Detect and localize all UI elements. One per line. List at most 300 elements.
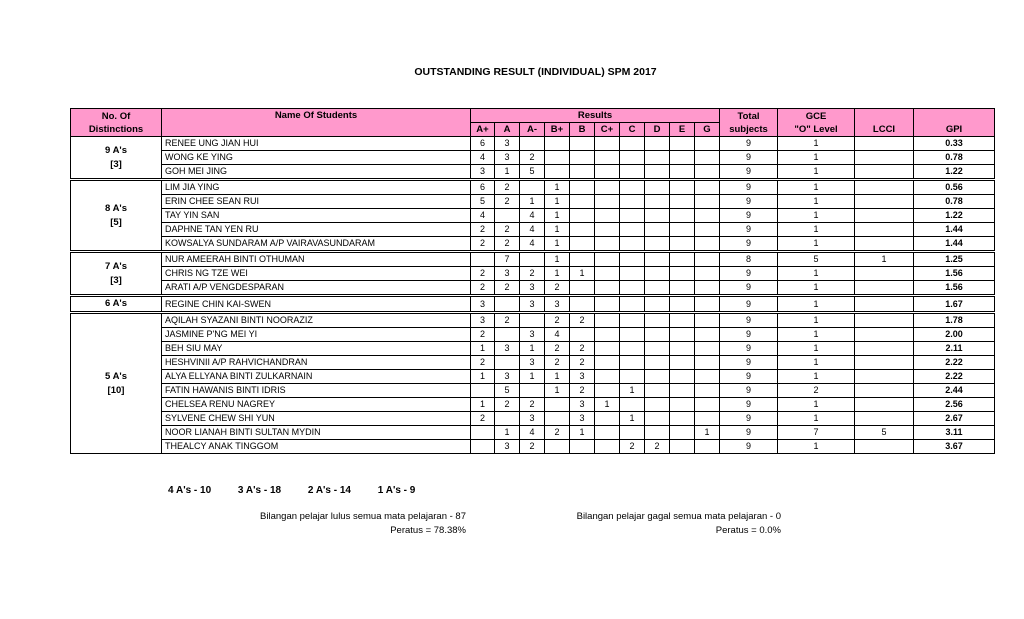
gpi: 1.56: [914, 267, 995, 281]
lcci: [855, 384, 914, 398]
grade-cell: 2: [495, 281, 520, 296]
gce-o-level: 1: [778, 267, 855, 281]
grade-cell: [620, 328, 645, 342]
grade-cell: 2: [570, 384, 595, 398]
grade-cell: 2: [495, 237, 520, 252]
grade-cell: [670, 137, 695, 151]
grade-cell: 2: [471, 328, 495, 342]
grade-header: B+: [545, 123, 570, 137]
grade-cell: 4: [545, 328, 570, 342]
grade-cell: 5: [471, 195, 495, 209]
grade-cell: 3: [495, 342, 520, 356]
total-subjects: 9: [720, 356, 778, 370]
table-row: [71, 370, 995, 384]
header-distinctions: No. Of Distinctions: [71, 109, 162, 137]
table-row: [71, 296, 995, 313]
grade-cell: 2: [495, 223, 520, 237]
total-subjects: 9: [720, 237, 778, 252]
gpi: 2.11: [914, 342, 995, 356]
grade-cell: 1: [545, 195, 570, 209]
grade-cell: [620, 313, 645, 328]
total-subjects: 9: [720, 223, 778, 237]
grade-cell: 3: [471, 165, 495, 180]
gpi: 1.56: [914, 281, 995, 296]
gpi: 2.22: [914, 370, 995, 384]
grade-cell: [670, 296, 695, 313]
grade-cell: 1: [545, 237, 570, 252]
grade-cell: 3: [545, 296, 570, 313]
grade-cell: [595, 237, 620, 252]
grade-cell: 4: [471, 209, 495, 223]
total-subjects: 9: [720, 180, 778, 195]
grade-cell: [695, 209, 720, 223]
total-subjects: 9: [720, 195, 778, 209]
grade-cell: 1: [471, 342, 495, 356]
lcci: [855, 313, 914, 328]
student-name: RENEE UNG JIAN HUI: [162, 137, 471, 151]
gce-o-level: 1: [778, 165, 855, 180]
grade-cell: 2: [471, 267, 495, 281]
grade-cell: [595, 151, 620, 165]
gpi: 0.78: [914, 195, 995, 209]
grade-cell: 3: [495, 370, 520, 384]
grade-cell: 2: [520, 151, 545, 165]
grade-cell: 3: [520, 328, 545, 342]
grade-cell: [645, 426, 670, 440]
grade-cell: 2: [495, 195, 520, 209]
grade-cell: [670, 267, 695, 281]
distinction-group: [71, 296, 162, 313]
grade-cell: [620, 267, 645, 281]
grade-cell: [545, 440, 570, 454]
grade-cell: [670, 165, 695, 180]
grade-cell: 1: [570, 267, 595, 281]
grade-cell: 1: [545, 252, 570, 267]
table-row: [71, 328, 995, 342]
grade-cell: 3: [495, 267, 520, 281]
table-row: [71, 356, 995, 370]
total-subjects: 9: [720, 209, 778, 223]
grade-cell: 2: [471, 412, 495, 426]
grade-cell: [695, 342, 720, 356]
grade-cell: [645, 195, 670, 209]
student-name: AQILAH SYAZANI BINTI NOORAZIZ: [162, 313, 471, 328]
fail-stats: [515, 510, 781, 538]
student-name: TAY YIN SAN: [162, 209, 471, 223]
gpi: 1.22: [914, 209, 995, 223]
grade-cell: [645, 356, 670, 370]
grade-header: A: [495, 123, 520, 137]
grade-cell: 1: [620, 412, 645, 426]
total-subjects: 9: [720, 370, 778, 384]
gce-o-level: 1: [778, 342, 855, 356]
grade-cell: [645, 165, 670, 180]
grade-cell: 2: [495, 398, 520, 412]
grade-cell: [570, 209, 595, 223]
student-name: BEH SIU MAY: [162, 342, 471, 356]
lcci: [855, 398, 914, 412]
grade-cell: [520, 180, 545, 195]
grade-cell: 4: [520, 426, 545, 440]
gce-o-level: 1: [778, 356, 855, 370]
grade-cell: [670, 384, 695, 398]
table-row: [71, 342, 995, 356]
student-name: CHELSEA RENU NAGREY: [162, 398, 471, 412]
grade-cell: [670, 237, 695, 252]
grade-cell: 1: [471, 398, 495, 412]
grade-cell: [595, 426, 620, 440]
total-subjects: 9: [720, 398, 778, 412]
grade-header: B: [570, 123, 595, 137]
table-row: [71, 165, 995, 180]
grade-header: C: [620, 123, 645, 137]
header-results: Results: [471, 109, 720, 123]
lcci: [855, 267, 914, 281]
summary-1a: 1 A's - 9: [377, 485, 416, 496]
grade-cell: [570, 223, 595, 237]
grade-cell: [595, 137, 620, 151]
gpi: 0.78: [914, 151, 995, 165]
grade-cell: 2: [545, 426, 570, 440]
summary-2a: 2 A's - 14: [307, 485, 351, 496]
grade-cell: [570, 151, 595, 165]
total-subjects: 9: [720, 412, 778, 426]
grade-cell: [471, 426, 495, 440]
gpi: 1.78: [914, 313, 995, 328]
grade-cell: [695, 165, 720, 180]
group-label: 6 A's: [105, 298, 127, 309]
header-total: Total subjects: [720, 109, 778, 137]
group-label: 5 A's: [105, 370, 127, 382]
total-subjects: 9: [720, 328, 778, 342]
summary-4a: 4 A's - 10: [168, 485, 212, 496]
grade-cell: [495, 209, 520, 223]
grade-cell: [670, 342, 695, 356]
table-row: [71, 195, 995, 209]
grade-cell: 3: [471, 313, 495, 328]
total-subjects: 9: [720, 384, 778, 398]
grade-cell: [645, 384, 670, 398]
grade-header: D: [645, 123, 670, 137]
distinction-group: [71, 180, 162, 252]
grade-cell: [695, 252, 720, 267]
lcci: [855, 237, 914, 252]
lcci: [855, 328, 914, 342]
table-row: [71, 412, 995, 426]
grade-cell: [520, 313, 545, 328]
grade-cell: [570, 237, 595, 252]
table-row: [71, 137, 995, 151]
page-title: OUTSTANDING RESULT (INDIVIDUAL) SPM 2017: [414, 66, 657, 78]
grade-cell: 5: [520, 165, 545, 180]
grade-cell: [570, 440, 595, 454]
grade-cell: [645, 267, 670, 281]
grade-cell: [670, 180, 695, 195]
grade-cell: [645, 342, 670, 356]
grade-cell: 1: [570, 426, 595, 440]
gce-o-level: 1: [778, 137, 855, 151]
grade-cell: [645, 209, 670, 223]
lcci: [855, 342, 914, 356]
grade-cell: [670, 252, 695, 267]
table-row: [71, 313, 995, 328]
grade-cell: [595, 356, 620, 370]
grade-cell: [570, 328, 595, 342]
grade-cell: [595, 252, 620, 267]
gpi: 1.44: [914, 237, 995, 252]
grade-cell: [570, 195, 595, 209]
grade-cell: [570, 180, 595, 195]
table-row: [71, 384, 995, 398]
group-count: [3]: [110, 158, 122, 170]
gce-o-level: 1: [778, 151, 855, 165]
grade-header: C+: [595, 123, 620, 137]
grade-cell: 2: [471, 237, 495, 252]
grade-cell: [520, 252, 545, 267]
grade-cell: [645, 296, 670, 313]
student-name: GOH MEI JING: [162, 165, 471, 180]
total-subjects: 9: [720, 267, 778, 281]
student-name: ERIN CHEE SEAN RUI: [162, 195, 471, 209]
grade-cell: [695, 195, 720, 209]
total-subjects: 9: [720, 165, 778, 180]
grade-cell: [670, 313, 695, 328]
grade-cell: [695, 398, 720, 412]
fail-percent: Peratus = 0.0%: [715, 525, 781, 536]
gpi: 1.25: [914, 252, 995, 267]
grade-cell: [670, 356, 695, 370]
grade-cell: [670, 398, 695, 412]
pass-stats: [200, 510, 466, 538]
grade-cell: 5: [495, 384, 520, 398]
grade-cell: 3: [520, 296, 545, 313]
table-row: [71, 151, 995, 165]
fail-line: Bilangan pelajar gagal semua mata pelajaran - 0: [576, 511, 781, 522]
total-subjects: 9: [720, 137, 778, 151]
gce-o-level: 1: [778, 195, 855, 209]
grade-cell: [620, 426, 645, 440]
header-gce: GCE "O" Level: [778, 109, 855, 137]
gce-o-level: 1: [778, 370, 855, 384]
gpi: 1.22: [914, 165, 995, 180]
student-name: NOOR LIANAH BINTI SULTAN MYDIN: [162, 426, 471, 440]
lcci: [855, 151, 914, 165]
grade-cell: 4: [471, 151, 495, 165]
grade-cell: 1: [520, 370, 545, 384]
table-row: [71, 281, 995, 296]
grade-cell: [620, 151, 645, 165]
lcci: [855, 223, 914, 237]
grade-cell: [570, 252, 595, 267]
header-lcci: LCCI: [855, 109, 914, 137]
grade-cell: [570, 137, 595, 151]
grade-cell: [620, 281, 645, 296]
grade-cell: [645, 370, 670, 384]
grade-cell: [570, 165, 595, 180]
grade-cell: 2: [520, 398, 545, 412]
grade-cell: [595, 342, 620, 356]
grade-cell: [645, 252, 670, 267]
grade-cell: 1: [545, 267, 570, 281]
grade-cell: [471, 384, 495, 398]
grade-cell: [670, 328, 695, 342]
grade-cell: [645, 398, 670, 412]
group-label: 7 A's: [105, 260, 127, 272]
grade-cell: [645, 412, 670, 426]
distinction-group: [71, 252, 162, 296]
grade-cell: 4: [520, 237, 545, 252]
grade-header: A-: [520, 123, 545, 137]
grade-cell: 3: [495, 440, 520, 454]
grade-cell: [620, 195, 645, 209]
grade-cell: 6: [471, 180, 495, 195]
grade-cell: [670, 195, 695, 209]
grade-cell: 1: [695, 426, 720, 440]
grade-cell: 2: [471, 281, 495, 296]
distinction-summary: [168, 485, 439, 496]
grade-cell: 2: [471, 223, 495, 237]
gce-o-level: 5: [778, 252, 855, 267]
grade-cell: [645, 137, 670, 151]
grade-header: A+: [471, 123, 495, 137]
grade-cell: [595, 370, 620, 384]
grade-cell: 4: [520, 223, 545, 237]
grade-cell: 3: [471, 296, 495, 313]
grade-cell: [620, 252, 645, 267]
grade-cell: [695, 296, 720, 313]
grade-cell: 2: [545, 342, 570, 356]
gce-o-level: 1: [778, 398, 855, 412]
grade-cell: 1: [545, 384, 570, 398]
grade-cell: [620, 223, 645, 237]
grade-cell: [620, 137, 645, 151]
grade-cell: [595, 195, 620, 209]
table-row: [71, 440, 995, 454]
gpi: 2.44: [914, 384, 995, 398]
student-name: ALYA ELLYANA BINTI ZULKARNAIN: [162, 370, 471, 384]
table-row: [71, 426, 995, 440]
grade-cell: [645, 313, 670, 328]
grade-cell: 1: [495, 426, 520, 440]
grade-cell: 2: [495, 180, 520, 195]
grade-cell: 2: [520, 267, 545, 281]
grade-cell: [620, 296, 645, 313]
grade-cell: [670, 440, 695, 454]
grade-cell: [670, 412, 695, 426]
student-name: THEALCY ANAK TINGGOM: [162, 440, 471, 454]
grade-cell: [620, 356, 645, 370]
student-name: WONG KE YING: [162, 151, 471, 165]
student-name: ARATI A/P VENGDESPARAN: [162, 281, 471, 296]
grade-cell: 3: [520, 412, 545, 426]
gce-o-level: 1: [778, 237, 855, 252]
grade-cell: 3: [520, 281, 545, 296]
lcci: [855, 165, 914, 180]
grade-cell: 1: [495, 165, 520, 180]
student-name: REGINE CHIN KAI-SWEN: [162, 296, 471, 313]
gpi: 3.67: [914, 440, 995, 454]
lcci: [855, 281, 914, 296]
grade-cell: [495, 328, 520, 342]
grade-cell: [695, 370, 720, 384]
grade-cell: [595, 440, 620, 454]
grade-cell: [595, 180, 620, 195]
total-subjects: 9: [720, 440, 778, 454]
grade-cell: [620, 180, 645, 195]
gce-o-level: 1: [778, 412, 855, 426]
grade-cell: [620, 165, 645, 180]
gce-o-level: 7: [778, 426, 855, 440]
grade-cell: 2: [570, 342, 595, 356]
group-label: 9 A's: [105, 144, 127, 156]
grade-cell: 3: [570, 370, 595, 384]
grade-cell: 1: [620, 384, 645, 398]
distinction-group: [71, 313, 162, 454]
grade-cell: [471, 252, 495, 267]
total-subjects: 9: [720, 342, 778, 356]
gpi: 1.67: [914, 296, 995, 313]
grade-cell: 2: [545, 313, 570, 328]
summary-3a: 3 A's - 18: [237, 485, 282, 496]
grade-cell: [695, 267, 720, 281]
total-subjects: 9: [720, 296, 778, 313]
grade-cell: [695, 412, 720, 426]
student-name: KOWSALYA SUNDARAM A/P VAIRAVASUNDARAM: [162, 237, 471, 252]
grade-cell: [595, 313, 620, 328]
grade-cell: [595, 223, 620, 237]
grade-cell: [595, 165, 620, 180]
grade-cell: [545, 398, 570, 412]
grade-cell: 3: [495, 137, 520, 151]
gpi: 0.33: [914, 137, 995, 151]
lcci: [855, 296, 914, 313]
grade-cell: 1: [545, 209, 570, 223]
grade-cell: [695, 137, 720, 151]
grade-cell: [695, 384, 720, 398]
group-label: 8 A's: [105, 202, 127, 214]
grade-cell: 6: [471, 137, 495, 151]
grade-cell: 1: [545, 223, 570, 237]
grade-cell: [695, 180, 720, 195]
grade-cell: [645, 180, 670, 195]
grade-cell: [645, 328, 670, 342]
grade-cell: [695, 313, 720, 328]
lcci: [855, 370, 914, 384]
grade-cell: [545, 412, 570, 426]
grade-cell: [595, 267, 620, 281]
gce-o-level: 1: [778, 296, 855, 313]
grade-cell: [645, 223, 670, 237]
results-table: [70, 108, 995, 454]
grade-cell: [670, 223, 695, 237]
grade-cell: [695, 281, 720, 296]
lcci: 1: [855, 252, 914, 267]
grade-cell: [595, 296, 620, 313]
lcci: [855, 137, 914, 151]
gce-o-level: 1: [778, 281, 855, 296]
pass-line: Bilangan pelajar lulus semua mata pelajaran - 87: [260, 511, 466, 522]
student-name: HESHVINII A/P RAHVICHANDRAN: [162, 356, 471, 370]
gpi: 2.56: [914, 398, 995, 412]
grade-cell: 1: [545, 180, 570, 195]
grade-cell: 4: [520, 209, 545, 223]
grade-cell: 1: [545, 370, 570, 384]
header-gpi: GPI: [914, 109, 995, 137]
total-subjects: 9: [720, 426, 778, 440]
grade-cell: [620, 237, 645, 252]
grade-cell: [645, 281, 670, 296]
group-count: [5]: [110, 216, 122, 228]
